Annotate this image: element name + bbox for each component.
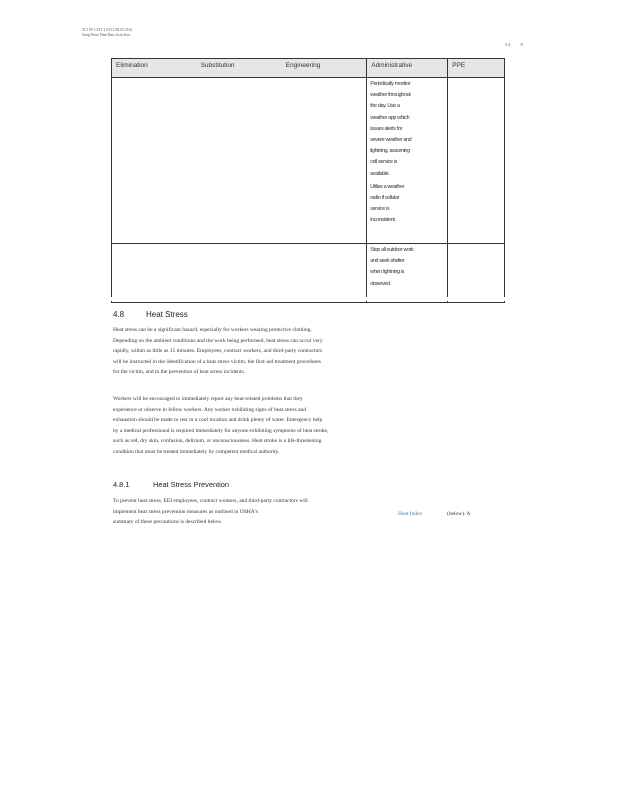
table-header-row: [112, 59, 505, 78]
heat-stress-prevention-paragraph: [113, 496, 373, 528]
ppe-cell: [448, 78, 505, 244]
empty-cell: [112, 78, 367, 244]
ppe-cell: [448, 244, 505, 303]
page-mark-2: 8: [520, 42, 524, 47]
text-line: Workers will be encouraged to immediately report any heat-related problems that they: [113, 396, 303, 402]
hierarchy-of-controls-table: [111, 58, 505, 303]
subsection-number: 4.8.1: [113, 480, 130, 489]
text-line: for the victim, and in the prevention of heat stress incidents.: [113, 369, 245, 376]
col-header-ppe: PPE: [448, 59, 505, 78]
text-line: Depending on the ambient conditions and the work being performed, heat stress can occur very: [113, 337, 323, 344]
text-line: condition that must be treated immediately by competent medical authority.: [113, 448, 280, 455]
admin-text: Periodically monitor weather throughout the day. Use a weather app which issues alerts for severe weather and lightning, assuming cell service is available.: [370, 81, 412, 177]
admin-text: Stop all outdoor work and seek shelter when lightning is observed.: [370, 247, 414, 287]
section-title: Heat Stress: [146, 310, 188, 319]
text-line: rapidly, within as little as 15 minutes. Employees, contract workers, and third-party contractors: [113, 348, 323, 355]
header-line-1: TLT 89 3 ATT 4 STJ 3 BLST 2163: [82, 28, 133, 32]
administrative-cell: [367, 244, 448, 303]
col-header-administrative: Administrative: [367, 59, 448, 78]
table-row: [112, 78, 505, 244]
page-break-mask: [110, 297, 508, 301]
heat-index-link[interactable]: Heat Index: [398, 511, 423, 517]
col-header-elimination: Elimination: [112, 59, 197, 78]
col-header-substitution: Substitution: [197, 59, 282, 78]
section-number: 4.8: [113, 310, 125, 319]
header-line-2: Smig Brens Plain Bass Acot Start: [82, 33, 131, 37]
text-line: implement heat stress prevention measures as outlined in OSHA's: [113, 508, 258, 515]
running-header: [82, 28, 132, 38]
admin-text: Utilize a weather radio if cellular service is inconsistent.: [370, 183, 405, 224]
subsection-title: Heat Stress Prevention: [153, 480, 229, 489]
page-marks: [505, 42, 533, 47]
heat-stress-paragraph-2: [113, 394, 368, 458]
text-line: exhaustion should be made to rest in a cool location and drink plenty of water. Emergency help: [113, 417, 323, 424]
text-line: such as red, dry skin, confusion, delirium, or unconsciousness. Heat stroke is a life-threatening: [113, 438, 322, 445]
text-line: To prevent heat stress, EEI employees, contract workers, and third-party contractors will: [113, 498, 308, 504]
page-mark-1: 54: [505, 42, 512, 47]
col-header-engineering: Engineering: [282, 59, 367, 78]
text-line: summary of these precautions is described below.: [113, 519, 223, 526]
text-line: will be instructed in the identification of a heat stress victim, the first-aid treatment procedures: [113, 358, 321, 365]
table-row: [112, 244, 505, 303]
section-heading-4-8: [113, 310, 188, 319]
empty-cell: [112, 244, 367, 303]
text-line: Heat stress can be a significant hazard, especially for workers wearing protective clothing.: [113, 327, 312, 333]
text-line: experience or observe in fellow workers. Any worker exhibiting signs of heat stress and: [113, 406, 307, 413]
section-heading-4-8-1: [113, 480, 229, 489]
after-link-text: (below). A: [447, 511, 471, 517]
text-line: by a medical professional is required immediately for anyone exhibiting symptoms of heat stroke,: [113, 427, 329, 434]
heat-stress-paragraph-1: [113, 325, 368, 378]
administrative-cell: [367, 78, 448, 244]
